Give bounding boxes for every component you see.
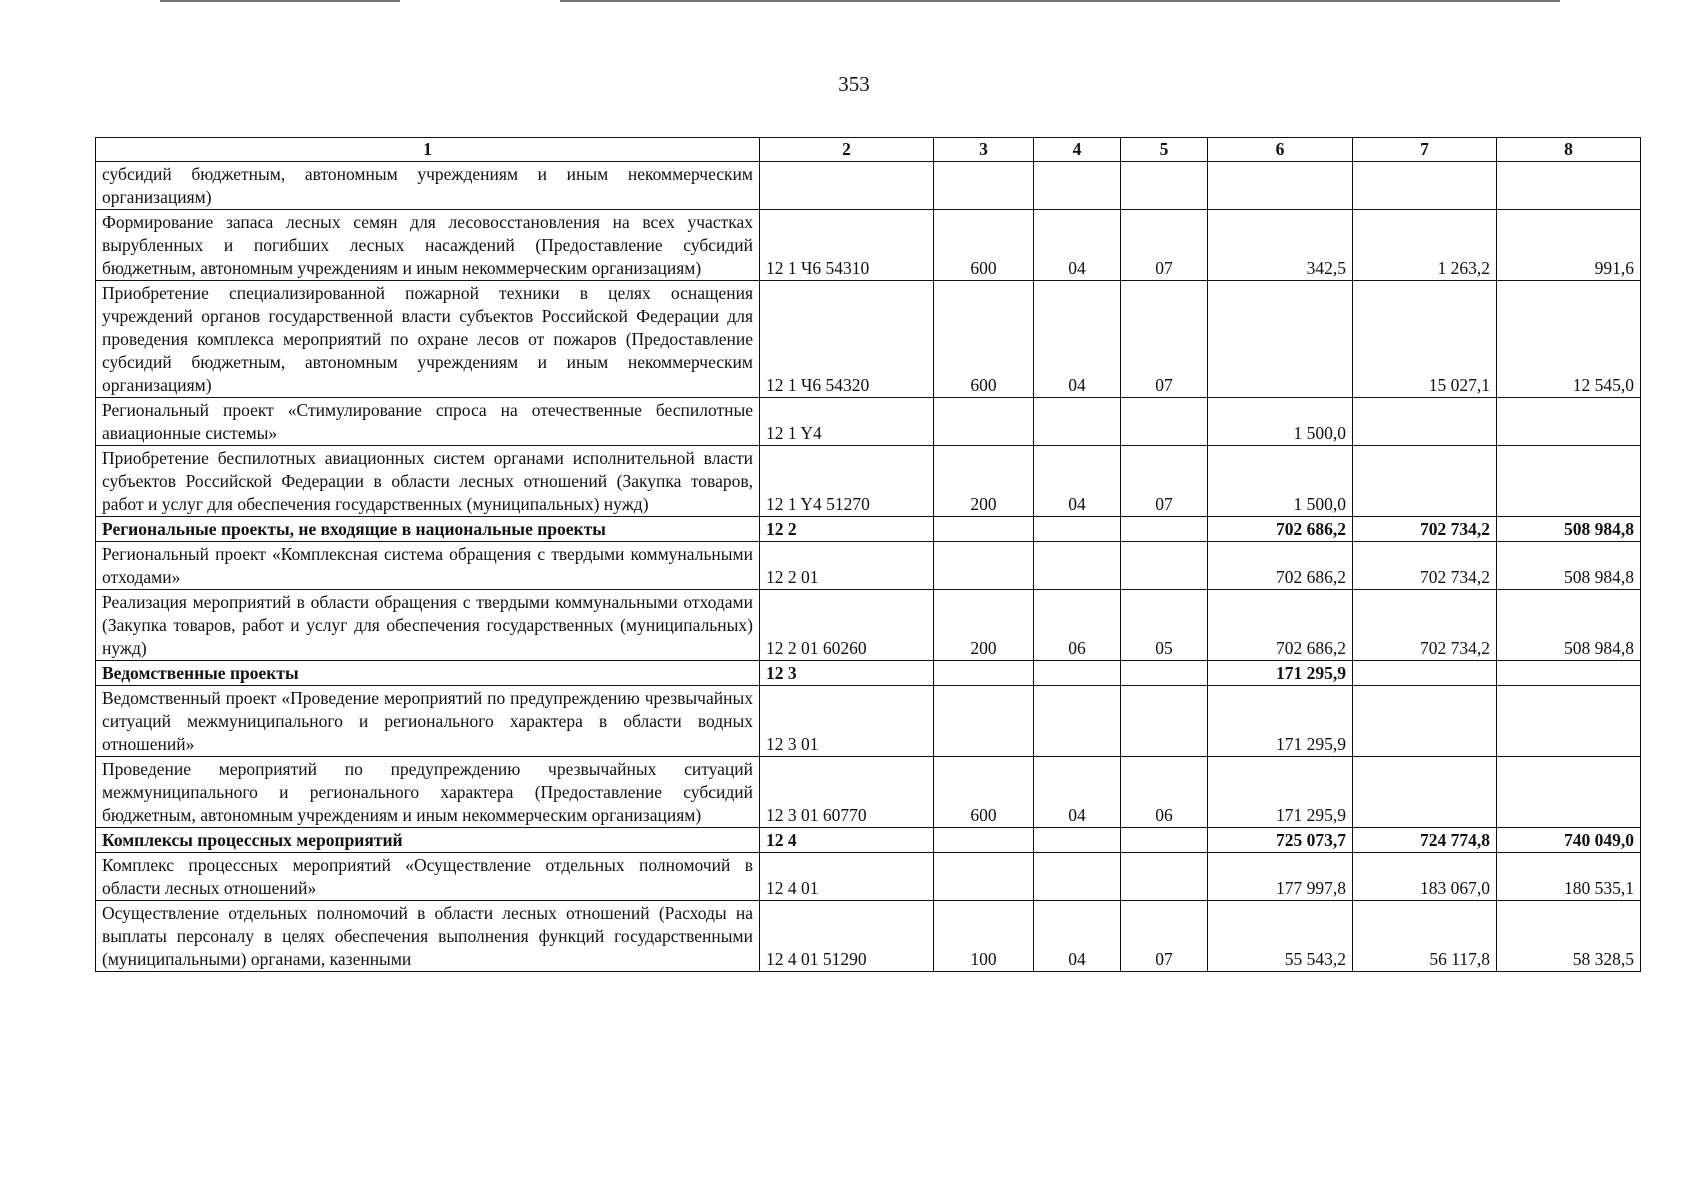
section-code: 04 [1034,210,1121,281]
amount-column-6: 702 686,2 [1208,542,1353,590]
section-code [1034,853,1121,901]
amount-column-8: 58 328,5 [1497,901,1641,972]
amount-column-7: 56 117,8 [1353,901,1497,972]
row-description: субсидий бюджетным, автономным учреждениям и иным некоммерческим организациям) [96,162,760,210]
amount-column-6: 725 073,7 [1208,828,1353,853]
section-code [1034,828,1121,853]
amount-column-7: 1 263,2 [1353,210,1497,281]
amount-column-8 [1497,162,1641,210]
row-description: Региональный проект «Стимулирование спроса на отечественные беспилотные авиационные системы» [96,398,760,446]
row-description: Реализация мероприятий в области обращения с твердыми коммунальными отходами (Закупка товаров, работ и услуг для обеспечения государственных (муниципальных) нужд) [96,590,760,661]
amount-column-7 [1353,686,1497,757]
amount-column-6: 55 543,2 [1208,901,1353,972]
amount-column-7: 15 027,1 [1353,281,1497,398]
amount-column-8 [1497,661,1641,686]
target-article-code: 12 1 Y4 51270 [760,446,934,517]
subsection-code [1121,398,1208,446]
amount-column-7 [1353,162,1497,210]
subsection-code [1121,661,1208,686]
target-article-code: 12 1 Ч6 54310 [760,210,934,281]
column-header: 2 [760,138,934,162]
section-code [1034,542,1121,590]
target-article-code: 12 2 01 60260 [760,590,934,661]
row-description: Региональные проекты, не входящие в национальные проекты [96,517,760,542]
subsection-code: 06 [1121,757,1208,828]
section-code: 04 [1034,901,1121,972]
amount-column-8: 991,6 [1497,210,1641,281]
table-row [96,210,1641,281]
section-code: 06 [1034,590,1121,661]
table-header-row [96,138,1641,162]
budget-table [95,137,1641,972]
row-description: Приобретение беспилотных авиационных систем органами исполнительной власти субъектов Российской Федерации в области лесных отношений (Закупка товаров, работ и услуг для обеспечения государственных (муниципальных) нужд) [96,446,760,517]
column-header: 4 [1034,138,1121,162]
amount-column-8: 508 984,8 [1497,517,1641,542]
expense-type-code [934,542,1034,590]
row-description: Ведомственный проект «Проведение мероприятий по предупреждению чрезвычайных ситуаций межмуниципального и регионального характера в области водных отношений» [96,686,760,757]
amount-column-7 [1353,757,1497,828]
row-description: Региональный проект «Комплексная система обращения с твердыми коммунальными отходами» [96,542,760,590]
section-code [1034,661,1121,686]
table-row [96,757,1641,828]
expense-type-code [934,686,1034,757]
amount-column-6: 171 295,9 [1208,661,1353,686]
amount-column-8: 508 984,8 [1497,542,1641,590]
section-code [1034,686,1121,757]
expense-type-code [934,398,1034,446]
column-header: 7 [1353,138,1497,162]
subsection-code: 07 [1121,901,1208,972]
expense-type-code: 200 [934,446,1034,517]
table-row [96,661,1641,686]
target-article-code: 12 2 01 [760,542,934,590]
scan-edge-line [560,0,1560,2]
row-description: Проведение мероприятий по предупреждению чрезвычайных ситуаций межмуниципального и регионального характера (Предоставление субсидий бюджетным, автономным учреждениям и иным некоммерческим организациям) [96,757,760,828]
column-header: 1 [96,138,760,162]
target-article-code: 12 4 [760,828,934,853]
target-article-code: 12 3 [760,661,934,686]
expense-type-code: 200 [934,590,1034,661]
expense-type-code [934,828,1034,853]
amount-column-6: 702 686,2 [1208,517,1353,542]
table-row [96,828,1641,853]
row-description: Ведомственные проекты [96,661,760,686]
expense-type-code: 600 [934,281,1034,398]
amount-column-7 [1353,446,1497,517]
amount-column-6: 1 500,0 [1208,446,1353,517]
table-row [96,686,1641,757]
table-row [96,446,1641,517]
table-row [96,281,1641,398]
target-article-code: 12 1 Y4 [760,398,934,446]
row-description: Приобретение специализированной пожарной техники в целях оснащения учреждений органов государственной власти субъектов Российской Федерации для проведения комплекса мероприятий по охране лесов от пожаров (Предоставление субсидий бюджетным, автономным учреждениям и иным некоммерческим организациям) [96,281,760,398]
amount-column-8 [1497,686,1641,757]
row-description: Формирование запаса лесных семян для лесовосстановления на всех участках вырубленных и погибших лесных насаждений (Предоставление субсидий бюджетным, автономным учреждениям и иным некоммерческим организациям) [96,210,760,281]
amount-column-6: 171 295,9 [1208,757,1353,828]
section-code: 04 [1034,757,1121,828]
target-article-code: 12 4 01 51290 [760,901,934,972]
amount-column-6: 702 686,2 [1208,590,1353,661]
subsection-code [1121,853,1208,901]
table-row [96,901,1641,972]
target-article-code: 12 4 01 [760,853,934,901]
row-description: Осуществление отдельных полномочий в области лесных отношений (Расходы на выплаты персоналу в целях обеспечения выполнения функций государственными (муниципальными) органами, казенными [96,901,760,972]
subsection-code: 05 [1121,590,1208,661]
amount-column-8 [1497,446,1641,517]
expense-type-code [934,853,1034,901]
amount-column-7: 702 734,2 [1353,590,1497,661]
amount-column-7 [1353,398,1497,446]
amount-column-7: 183 067,0 [1353,853,1497,901]
table-row [96,398,1641,446]
expense-type-code: 600 [934,757,1034,828]
subsection-code [1121,542,1208,590]
table-row [96,590,1641,661]
subsection-code: 07 [1121,446,1208,517]
section-code [1034,517,1121,542]
amount-column-8 [1497,757,1641,828]
amount-column-8 [1497,398,1641,446]
expense-type-code [934,517,1034,542]
amount-column-6 [1208,162,1353,210]
amount-column-7: 702 734,2 [1353,542,1497,590]
expense-type-code [934,661,1034,686]
scan-edge-line [160,0,400,2]
amount-column-8: 180 535,1 [1497,853,1641,901]
column-header: 3 [934,138,1034,162]
column-header: 6 [1208,138,1353,162]
table-row [96,542,1641,590]
table-row [96,517,1641,542]
table-row [96,853,1641,901]
target-article-code: 12 2 [760,517,934,542]
amount-column-6: 177 997,8 [1208,853,1353,901]
section-code: 04 [1034,446,1121,517]
expense-type-code: 100 [934,901,1034,972]
expense-type-code: 600 [934,210,1034,281]
amount-column-8: 12 545,0 [1497,281,1641,398]
amount-column-6: 1 500,0 [1208,398,1353,446]
target-article-code: 12 1 Ч6 54320 [760,281,934,398]
section-code: 04 [1034,281,1121,398]
expense-type-code [934,162,1034,210]
subsection-code: 07 [1121,281,1208,398]
page-number: 353 [838,72,870,96]
target-article-code: 12 3 01 [760,686,934,757]
amount-column-6: 171 295,9 [1208,686,1353,757]
amount-column-7: 702 734,2 [1353,517,1497,542]
section-code [1034,398,1121,446]
amount-column-6 [1208,281,1353,398]
subsection-code [1121,517,1208,542]
subsection-code [1121,686,1208,757]
column-header: 5 [1121,138,1208,162]
subsection-code [1121,828,1208,853]
amount-column-7 [1353,661,1497,686]
row-description: Комплекс процессных мероприятий «Осуществление отдельных полномочий в области лесных отношений» [96,853,760,901]
amount-column-7: 724 774,8 [1353,828,1497,853]
target-article-code [760,162,934,210]
amount-column-6: 342,5 [1208,210,1353,281]
subsection-code [1121,162,1208,210]
amount-column-8: 740 049,0 [1497,828,1641,853]
subsection-code: 07 [1121,210,1208,281]
row-description: Комплексы процессных мероприятий [96,828,760,853]
amount-column-8: 508 984,8 [1497,590,1641,661]
column-header: 8 [1497,138,1641,162]
table-row [96,162,1641,210]
section-code [1034,162,1121,210]
target-article-code: 12 3 01 60770 [760,757,934,828]
